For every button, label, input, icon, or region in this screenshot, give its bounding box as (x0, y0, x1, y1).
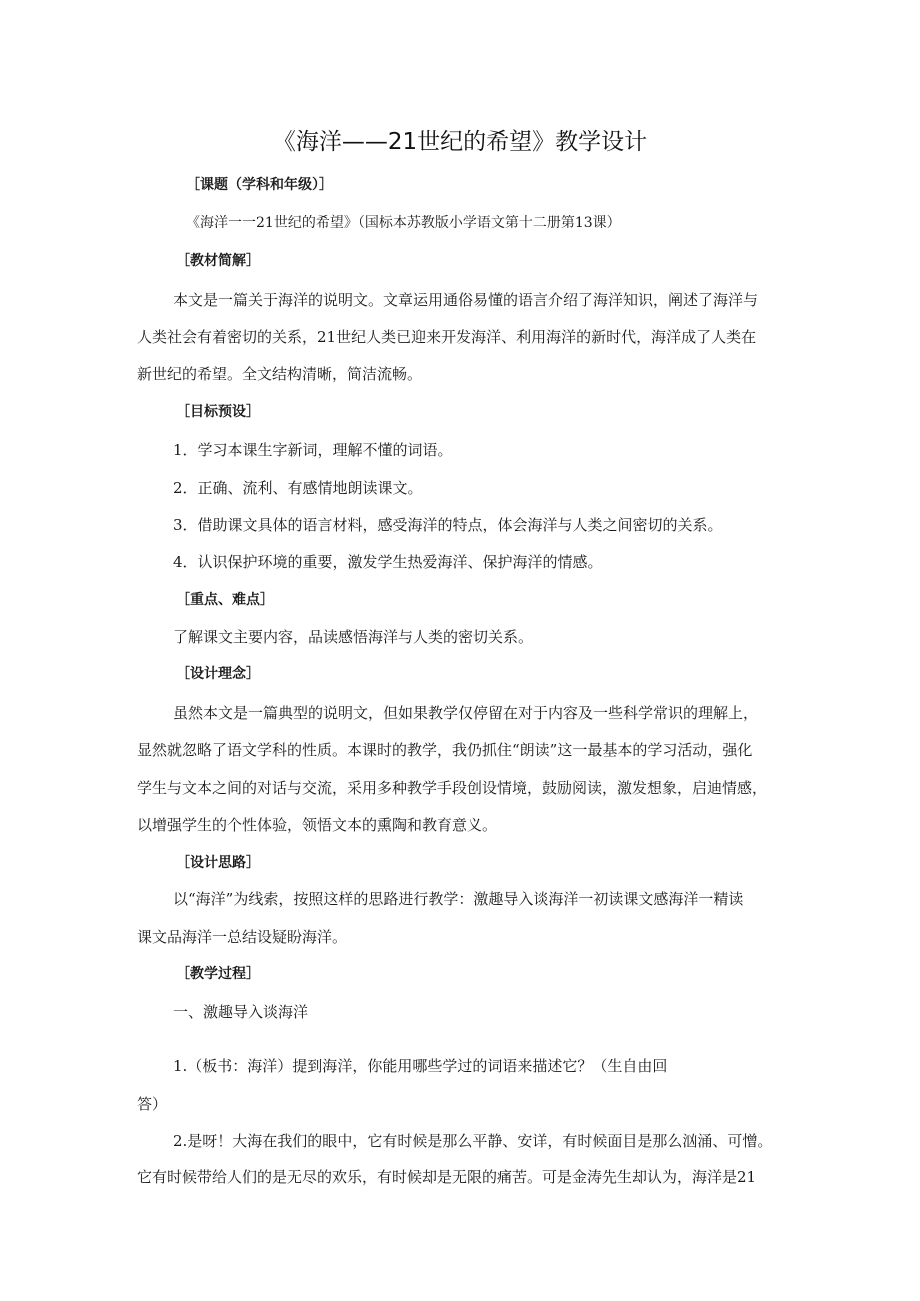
paragraph-line: 答） (137, 1095, 168, 1113)
heading-teaching-process: ［教学过程］ (176, 966, 260, 982)
paragraph-line: 学生与文本之间的对话与交流，采用多种教学手段创设情境，鼓励阅读，激发想象，启迪情感， (137, 779, 768, 797)
goal-item: 2．正确、流利、有感情地朗读课文。 (173, 479, 423, 497)
section-heading: 一、激趣导入谈海洋 (173, 1003, 309, 1021)
goal-item: 3．借助课文具体的语言材料，感受海洋的特点，体会海洋与人类之间密切的关系。 (173, 516, 723, 534)
heading-key-points: ［重点、难点］ (176, 592, 274, 608)
paragraph-line: 本文是一篇关于海洋的说明文。文章运用通俗易懂的语言介绍了海洋知识，阐述了海洋与 (173, 291, 759, 309)
paragraph-line: 课文品海洋一总结设疑盼海洋。 (137, 928, 348, 946)
heading-design-concept: ［设计理念］ (176, 666, 260, 682)
heading-design-approach: ［设计思路］ (176, 855, 260, 871)
heading-topic: ［课题（学科和年级）］ (186, 177, 333, 193)
paragraph-line: 1.（板书：海洋）提到海洋，你能用哪些学过的词语来描述它？（生自由回 (173, 1057, 668, 1075)
paragraph-line: 显然就忽略了语文学科的性质。本课时的教学，我仍抓住“朗读”这一最基本的学习活动，强化 (137, 741, 753, 759)
heading-goals: ［目标预设］ (176, 404, 260, 420)
goal-item: 4．认识保护环境的重要，激发学生热爱海洋、保护海洋的情感。 (173, 553, 603, 571)
document-title: 《海洋——21世纪的希望》教学设计 (272, 129, 648, 155)
heading-textbook-intro: ［教材简解］ (176, 253, 260, 269)
paragraph-line: 2.是呀！大海在我们的眼中，它有时候是那么平静、安详，有时候面目是那么汹涌、可憎。 (173, 1132, 773, 1150)
paragraph-line: 人类社会有着密切的关系，21世纪人类已迎来开发海洋、利用海洋的新时代，海洋成了人类在 (137, 328, 757, 346)
paragraph-line: 以增强学生的个性体验，领悟文本的熏陶和教育意义。 (137, 816, 498, 834)
paragraph-line: 它有时候带给人们的是无尽的欢乐，有时候却是无限的痛苦。可是金涛先生却认为，海洋是21 (137, 1168, 757, 1186)
paragraph-line: 新世纪的希望。全文结构清晰，简洁流畅。 (137, 365, 423, 383)
paragraph-line: 了解课文主要内容，品读感悟海洋与人类的密切关系。 (173, 628, 534, 646)
paragraph-line: 以“海洋”为线索，按照这样的思路进行教学：激趣导入谈海洋一初读课文感海洋一精读 (173, 890, 744, 908)
goal-item: 1．学习本课生字新词，理解不懂的词语。 (173, 441, 453, 459)
topic-text: 《海洋一一21世纪的希望》（国标本苏教版小学语文第十二册第13课） (186, 215, 621, 231)
paragraph-line: 虽然本文是一篇典型的说明文，但如果教学仅停留在对于内容及一些科学常识的理解上， (173, 704, 759, 722)
